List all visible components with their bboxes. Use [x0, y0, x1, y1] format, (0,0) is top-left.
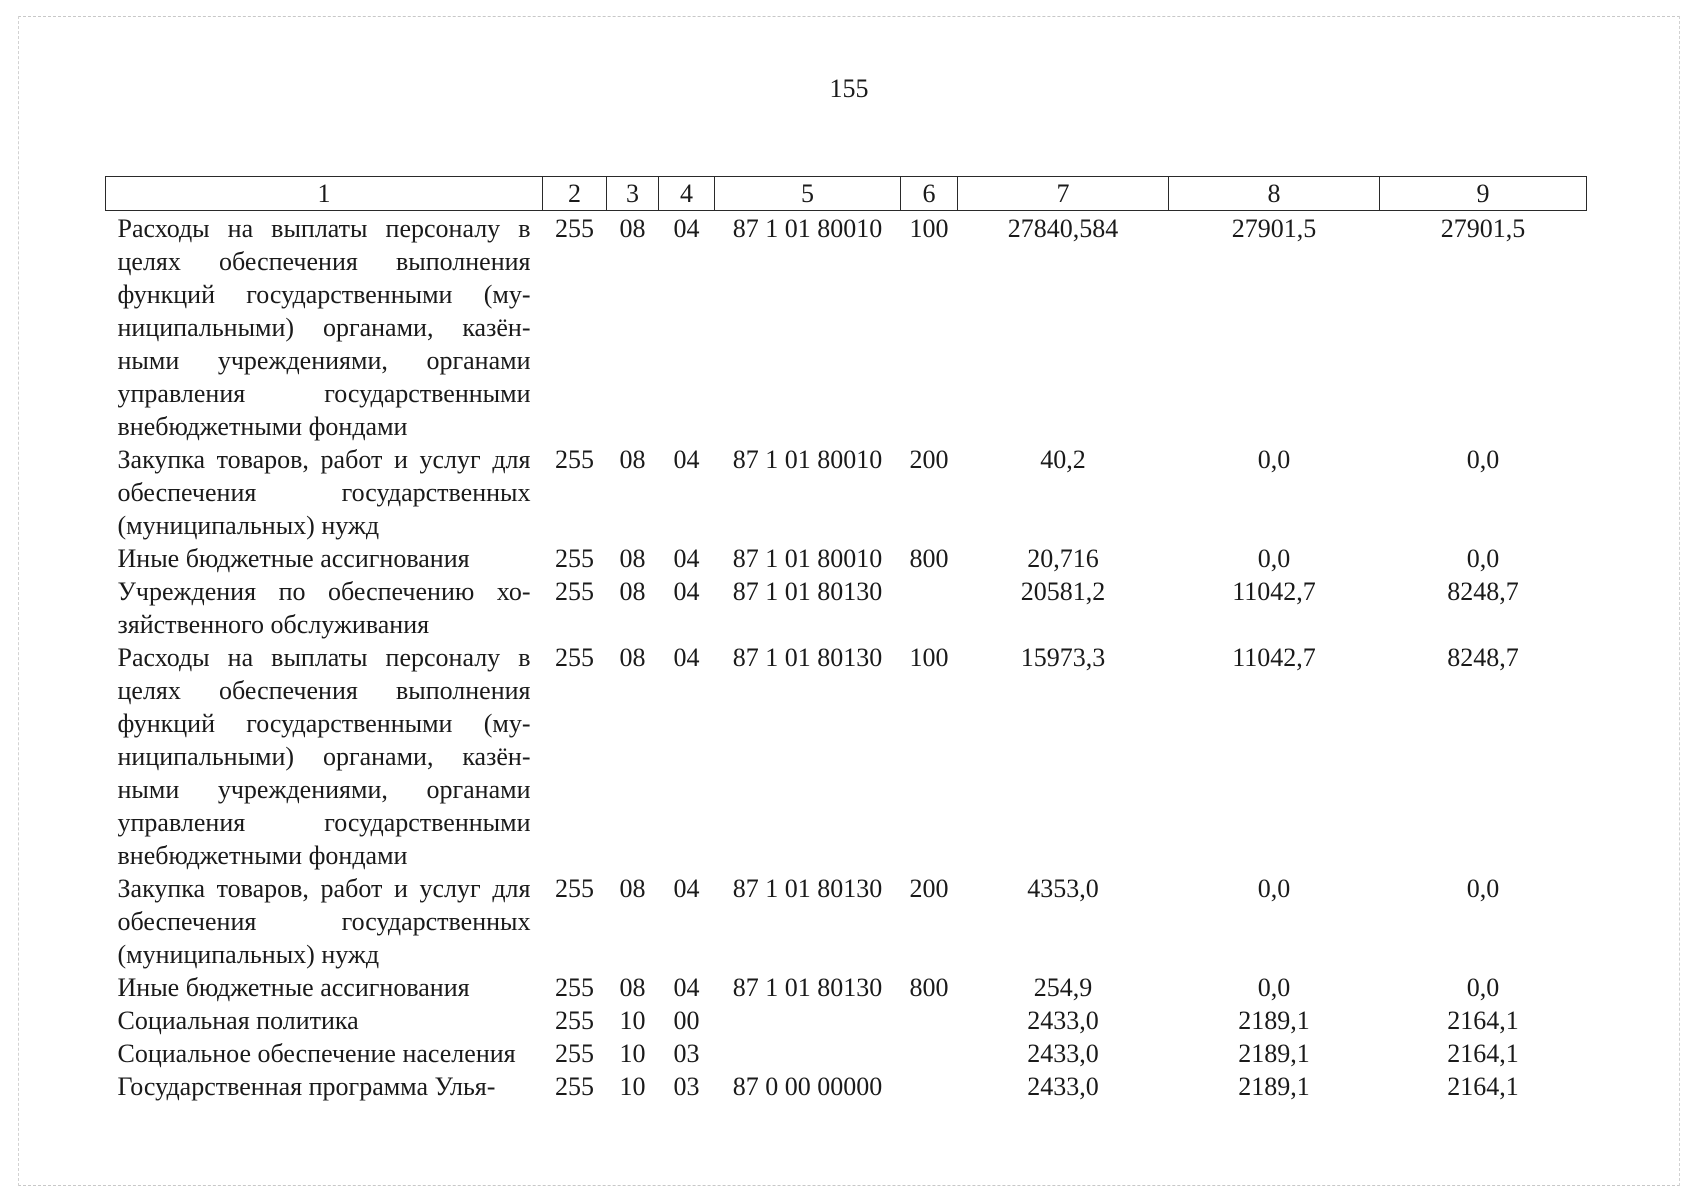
- cell-col-6: [901, 575, 958, 641]
- row-name: Социальное обеспечение населения: [117, 1039, 516, 1068]
- cell-col-8: 11042,7: [1232, 643, 1316, 672]
- cell-col-9: 2164,1: [1447, 1039, 1519, 1068]
- table-row: [106, 542, 1587, 575]
- cell-col-7: 15973,3: [1020, 643, 1106, 672]
- cell-col-8: 2189,1: [1238, 1072, 1310, 1101]
- column-header-4: 4: [659, 177, 715, 211]
- cell-col-6: 100: [909, 643, 949, 672]
- cell-col-9: 0,0: [1466, 544, 1500, 573]
- cell-col-3: 10: [619, 1039, 646, 1068]
- cell-col-5: [715, 1037, 901, 1070]
- cell-col-2: 255: [555, 1006, 594, 1035]
- cell-col-2: 255: [555, 973, 594, 1002]
- cell-col-3: 08: [619, 643, 646, 672]
- table-row: [106, 443, 1587, 542]
- cell-col-5: [715, 1004, 901, 1037]
- cell-col-7: 2433,0: [1027, 1039, 1099, 1068]
- row-name: Социальная политика: [117, 1006, 359, 1035]
- column-header-9: 9: [1380, 177, 1587, 211]
- column-header-2: 2: [543, 177, 607, 211]
- table-row: [106, 971, 1587, 1004]
- cell-col-7: 20581,2: [1020, 577, 1106, 606]
- table-row: [106, 1037, 1587, 1070]
- cell-col-8: 11042,7: [1232, 577, 1316, 606]
- cell-col-6: 100: [909, 214, 949, 243]
- cell-col-7: 2433,0: [1027, 1072, 1099, 1101]
- column-header-5: 5: [715, 177, 901, 211]
- cell-col-8: 0,0: [1257, 973, 1291, 1002]
- cell-col-8: 2189,1: [1238, 1039, 1310, 1068]
- cell-col-4: 04: [673, 643, 700, 672]
- cell-col-5: 87 1 01 80130: [732, 577, 883, 606]
- cell-col-3: 08: [619, 973, 646, 1002]
- budget-table-container: [105, 176, 1587, 1103]
- cell-col-8: 27901,5: [1231, 214, 1317, 243]
- scan-border-left: [18, 16, 19, 1186]
- cell-col-5: 87 1 01 80010: [732, 214, 883, 243]
- cell-col-7: 20,716: [1027, 544, 1099, 573]
- table-row: [106, 1004, 1587, 1037]
- cell-col-7: 40,2: [1040, 445, 1086, 474]
- page-number: 155: [829, 74, 869, 103]
- row-name: Государственная программа Улья-: [117, 1072, 496, 1101]
- cell-col-4: 00: [673, 1006, 700, 1035]
- table-row: [106, 575, 1587, 641]
- table-row: [106, 1070, 1587, 1103]
- table-header-row: [106, 177, 1587, 211]
- cell-col-9: 2164,1: [1447, 1072, 1519, 1101]
- cell-col-7: 2433,0: [1027, 1006, 1099, 1035]
- cell-col-5: 87 1 01 80130: [732, 973, 883, 1002]
- cell-col-3: 08: [619, 544, 646, 573]
- cell-col-7: 4353,0: [1027, 874, 1099, 903]
- column-header-7: 7: [958, 177, 1169, 211]
- cell-col-5: 87 1 01 80010: [732, 544, 883, 573]
- cell-col-9: 27901,5: [1440, 214, 1526, 243]
- cell-col-5: 87 1 01 80130: [732, 643, 883, 672]
- scan-border-right: [1679, 16, 1680, 1186]
- cell-col-6: 800: [909, 544, 949, 573]
- row-name: Закупка товаров, работ и услуг для обеспечения государственных (муниципальных) нужд: [117, 445, 531, 540]
- table-row: [106, 641, 1587, 872]
- cell-col-4: 03: [673, 1039, 700, 1068]
- cell-col-7: 254,9: [1033, 973, 1093, 1002]
- cell-col-9: 0,0: [1466, 445, 1500, 474]
- cell-col-9: 8248,7: [1447, 643, 1519, 672]
- cell-col-6: 200: [909, 445, 949, 474]
- cell-col-3: 08: [619, 214, 646, 243]
- cell-col-9: 2164,1: [1447, 1006, 1519, 1035]
- cell-col-8: 0,0: [1257, 874, 1291, 903]
- cell-col-2: 255: [555, 874, 594, 903]
- cell-col-4: 04: [673, 874, 700, 903]
- cell-col-3: 10: [619, 1006, 646, 1035]
- cell-col-2: 255: [555, 1072, 594, 1101]
- cell-col-9: 0,0: [1466, 874, 1500, 903]
- cell-col-4: 04: [673, 214, 700, 243]
- row-name: Иные бюджетные ассигнования: [117, 544, 470, 573]
- scan-border-top: [18, 16, 1680, 17]
- row-name: Расходы на выплаты персоналу в целях обеспечения выполнения функций государственными (муниципальными) органами, казёнными учреждениями, органами управления государственными внебюджетными фондами: [117, 643, 531, 870]
- scan-border-bottom: [18, 1185, 1680, 1186]
- cell-col-3: 10: [619, 1072, 646, 1101]
- cell-col-3: 08: [619, 874, 646, 903]
- column-header-3: 3: [607, 177, 659, 211]
- column-header-1: 1: [106, 177, 543, 211]
- cell-col-6: 200: [909, 874, 949, 903]
- cell-col-2: 255: [555, 214, 594, 243]
- budget-table: [105, 176, 1587, 1103]
- cell-col-8: 0,0: [1257, 544, 1291, 573]
- cell-col-7: 27840,584: [1007, 214, 1119, 243]
- cell-col-8: 2189,1: [1238, 1006, 1310, 1035]
- cell-col-8: 0,0: [1257, 445, 1291, 474]
- row-name: Расходы на выплаты персоналу в целях обеспечения выполнения функций государственными (муниципальными) органами, казёнными учреждениями, органами управления государственными внебюджетными фондами: [117, 214, 531, 441]
- column-header-8: 8: [1169, 177, 1380, 211]
- cell-col-2: 255: [555, 445, 594, 474]
- cell-col-9: 8248,7: [1447, 577, 1519, 606]
- cell-col-2: 255: [555, 577, 594, 606]
- cell-col-3: 08: [619, 577, 646, 606]
- table-row: [106, 872, 1587, 971]
- cell-col-5: 87 1 01 80010: [732, 445, 883, 474]
- row-name: Иные бюджетные ассигнования: [117, 973, 470, 1002]
- row-name: Учреждения по обеспечению хозяйственного обслуживания: [117, 577, 531, 639]
- cell-col-4: 04: [673, 973, 700, 1002]
- column-header-6: 6: [901, 177, 958, 211]
- cell-col-5: 87 1 01 80130: [732, 874, 883, 903]
- table-row: [106, 211, 1587, 444]
- cell-col-6: [901, 1070, 958, 1103]
- cell-col-3: 08: [619, 445, 646, 474]
- cell-col-9: 0,0: [1466, 973, 1500, 1002]
- cell-col-2: 255: [555, 544, 594, 573]
- cell-col-4: 03: [673, 1072, 700, 1101]
- cell-col-4: 04: [673, 445, 700, 474]
- cell-col-6: [901, 1037, 958, 1070]
- cell-col-2: 255: [555, 643, 594, 672]
- cell-col-2: 255: [555, 1039, 594, 1068]
- cell-col-4: 04: [673, 577, 700, 606]
- cell-col-6: [901, 1004, 958, 1037]
- cell-col-5: 87 0 00 00000: [732, 1072, 883, 1101]
- row-name: Закупка товаров, работ и услуг для обеспечения государственных (муниципальных) нужд: [117, 874, 531, 969]
- cell-col-6: 800: [909, 973, 949, 1002]
- cell-col-4: 04: [673, 544, 700, 573]
